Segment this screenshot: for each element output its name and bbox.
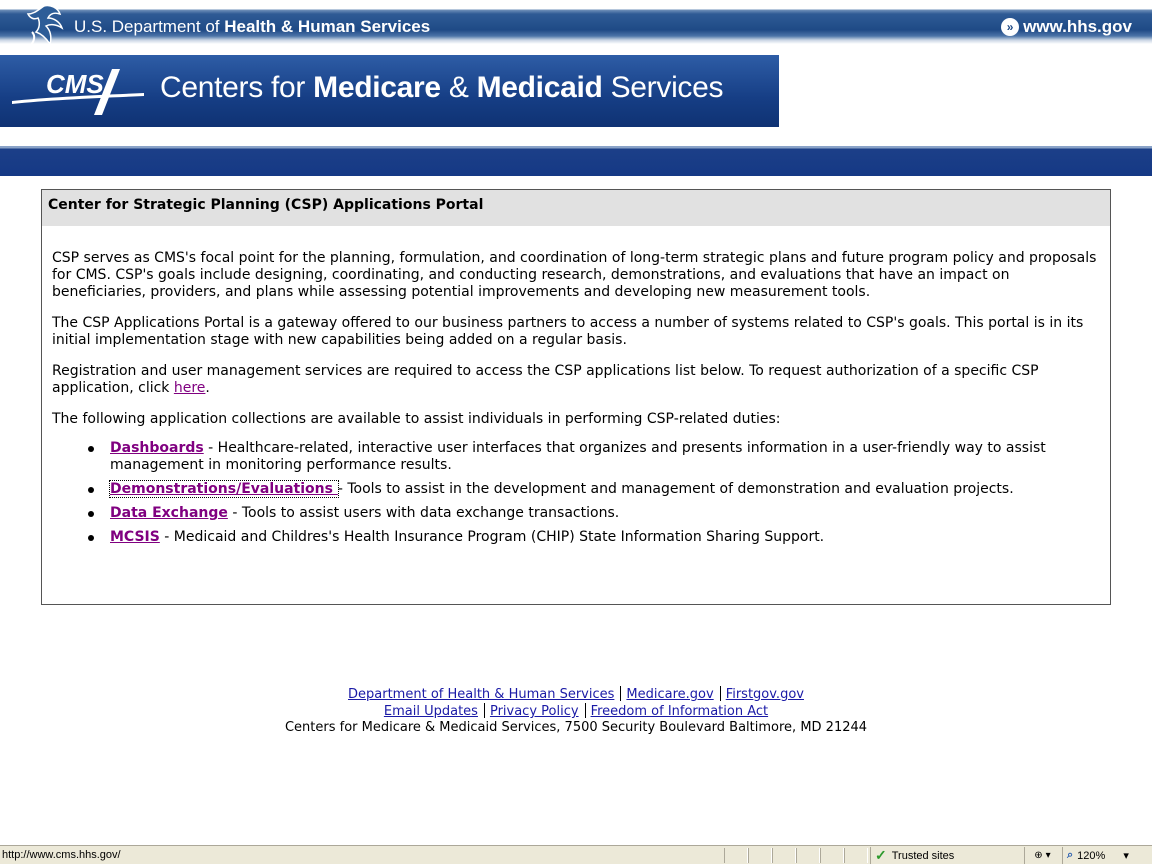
footer-divider: [620, 686, 621, 701]
portal-paragraph-3: [52, 363, 1100, 397]
footer-link-privacy-policy[interactable]: Privacy Policy: [489, 704, 579, 719]
chevron-down-icon: ▾: [1045, 850, 1051, 861]
portal-paragraph-3-end: .: [205, 380, 210, 396]
portal-title: Center for Strategic Planning (CSP) Applications Portal: [42, 190, 1110, 226]
portal-paragraph-4: The following application collections are available to assist individuals in performing CSP-related duties:: [52, 411, 781, 427]
hhs-website-link[interactable]: [1001, 17, 1132, 37]
cms-name-prefix: Centers for: [160, 71, 314, 104]
hhs-title-bold: Health & Human Services: [224, 17, 431, 36]
portal-paragraph-1: CSP serves as CMS's focal point for the planning, formulation, and coordination of long-term strategic plans and future program policy and proposals for CMS. CSP's goals include designing, coordinating, and conducting research, demonstrations, and evaluations that have an impact on beneficiaries, providers, and plans while assessing potential improvements and developing new measurement tools.: [52, 250, 1097, 300]
cms-name-suffix: Services: [602, 71, 724, 104]
portal-paragraph-2: The CSP Applications Portal is a gateway offered to our business partners to access a number of systems related to CSP's goals. This portal is in its initial implementation stage with new capabilities being added on a regular basis.: [52, 315, 1084, 348]
mcsis-link[interactable]: MCSIS: [110, 529, 160, 545]
status-panel: [748, 848, 772, 863]
nav-band: [0, 146, 1152, 176]
hhs-website-link-label: www.hhs.gov: [1023, 17, 1132, 36]
status-panel: [772, 848, 796, 863]
footer-divider: [585, 703, 586, 718]
zoom-control[interactable]: [1062, 847, 1150, 864]
status-panel: [724, 848, 748, 863]
demonstrations-description: - Tools to assist in the development and management of demonstration and evaluation projects.: [337, 481, 1014, 497]
footer-divider: [484, 703, 485, 718]
footer-link-email-updates[interactable]: Email Updates: [383, 704, 478, 719]
cms-logo-text: CMS: [46, 69, 104, 99]
footer-row-2: [0, 703, 1152, 720]
cms-banner: [0, 55, 779, 127]
demonstrations-evaluations-link[interactable]: Demonstrations/Evaluations: [110, 481, 338, 497]
browser-status-bar: [0, 845, 1152, 864]
cms-name-ampersand: &: [440, 71, 477, 104]
footer-link-medicare[interactable]: Medicare.gov: [626, 687, 714, 702]
globe-lock-icon: ⊕: [1034, 850, 1043, 861]
portal-paragraph-3-text: Registration and user management services are required to access the CSP applications list below. To request authorization of a specific CSP application, click: [52, 363, 1039, 396]
list-item-dashboards: [88, 440, 1100, 474]
footer-link-foia[interactable]: Freedom of Information Act: [590, 704, 769, 719]
security-zone[interactable]: [870, 847, 1022, 864]
footer-link-hhs[interactable]: Department of Health & Human Services: [348, 687, 615, 702]
request-authorization-link[interactable]: here: [173, 380, 206, 396]
zoom-level: 120%: [1077, 849, 1106, 862]
application-list: [52, 440, 1100, 546]
cms-name-medicare: Medicare: [313, 71, 441, 104]
dashboards-description: - Healthcare-related, interactive user interfaces that organizes and presents information in a user-friendly way to assist management in monitoring performance results.: [110, 440, 1046, 473]
security-zone-label: Trusted sites: [891, 849, 955, 862]
mcsis-description: - Medicaid and Childres's Health Insurance Program (CHIP) State Information Sharing Support.: [159, 529, 825, 545]
list-item-data-exchange: [88, 505, 1100, 522]
hhs-header-bar: [0, 0, 1152, 48]
protected-mode-button[interactable]: [1024, 847, 1060, 864]
status-panel: [844, 848, 868, 863]
cms-name-medicaid: Medicaid: [476, 71, 603, 104]
portal-body: [42, 226, 1110, 546]
double-chevron-right-icon: »: [1001, 18, 1019, 36]
hhs-title: [74, 17, 430, 37]
hhs-title-prefix: U.S. Department of: [74, 17, 225, 36]
status-panel: [820, 848, 844, 863]
footer-divider: [720, 686, 721, 701]
footer-link-firstgov[interactable]: Firstgov.gov: [725, 687, 804, 702]
data-exchange-description: - Tools to assist users with data exchange transactions.: [227, 505, 620, 521]
checkmark-icon: ✓: [875, 847, 887, 863]
magnifier-icon: ⌕: [1067, 849, 1074, 861]
status-panel: [796, 848, 820, 863]
cms-full-name: [160, 71, 723, 105]
footer-address: Centers for Medicare & Medicaid Services, 7500 Security Boulevard Baltimore, MD 21244: [284, 720, 868, 735]
cms-logo-icon[interactable]: [8, 63, 148, 119]
list-item-mcsis: [88, 529, 1100, 546]
list-item-demonstrations: [88, 481, 1100, 498]
status-url: http://www.cms.hhs.gov/: [2, 849, 121, 861]
hhs-eagle-logo-icon[interactable]: [20, 2, 68, 48]
footer: [0, 686, 1152, 736]
portal-box: [41, 189, 1111, 605]
dashboards-link[interactable]: Dashboards: [110, 440, 204, 456]
data-exchange-link[interactable]: Data Exchange: [110, 505, 228, 521]
footer-row-1: [0, 686, 1152, 703]
chevron-down-icon: ▾: [1123, 850, 1129, 862]
